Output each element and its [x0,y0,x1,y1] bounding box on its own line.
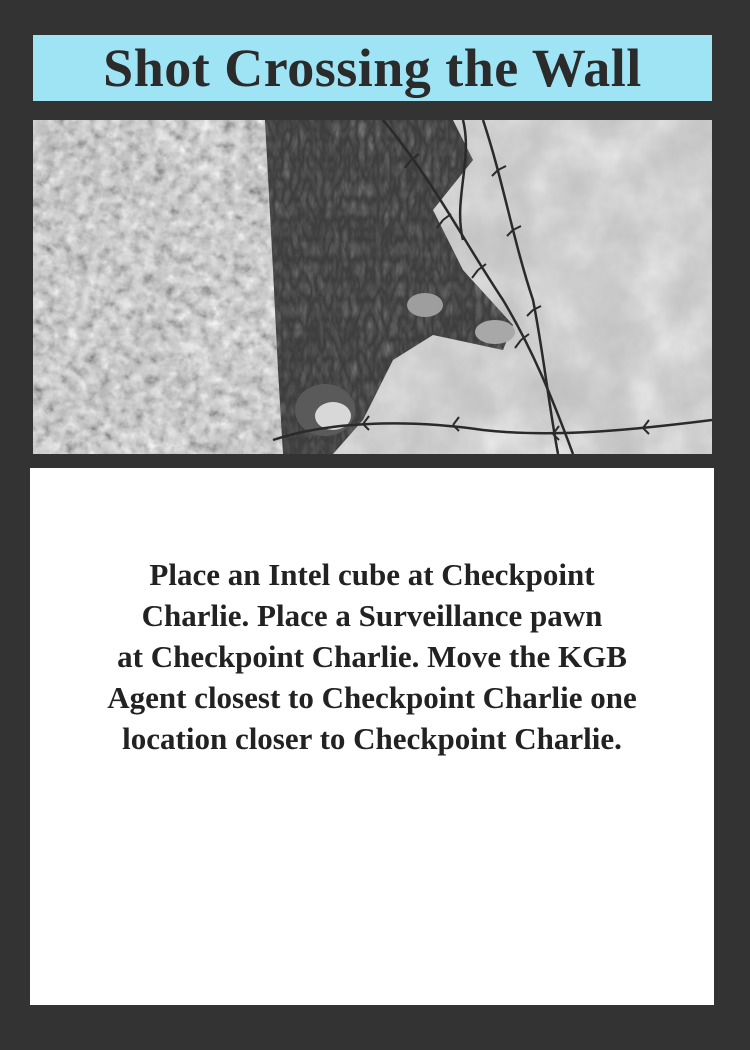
card-text-line: Place an Intel cube at Checkpoint [149,557,595,592]
card-text-line: Agent closest to Checkpoint Charlie one [107,680,637,715]
card-title-bar [33,35,712,101]
card-photo [33,120,712,454]
barbed-wire-photo-icon [33,120,712,454]
card-instructions [50,554,694,759]
card-title: Shot Crossing the Wall [103,38,642,98]
card-text-panel [30,468,714,1005]
card-text-line: at Checkpoint Charlie. Move the KGB [117,639,627,674]
card-text-line: location closer to Checkpoint Charlie. [122,721,622,756]
card-text-line: Charlie. Place a Surveillance pawn [141,598,603,633]
